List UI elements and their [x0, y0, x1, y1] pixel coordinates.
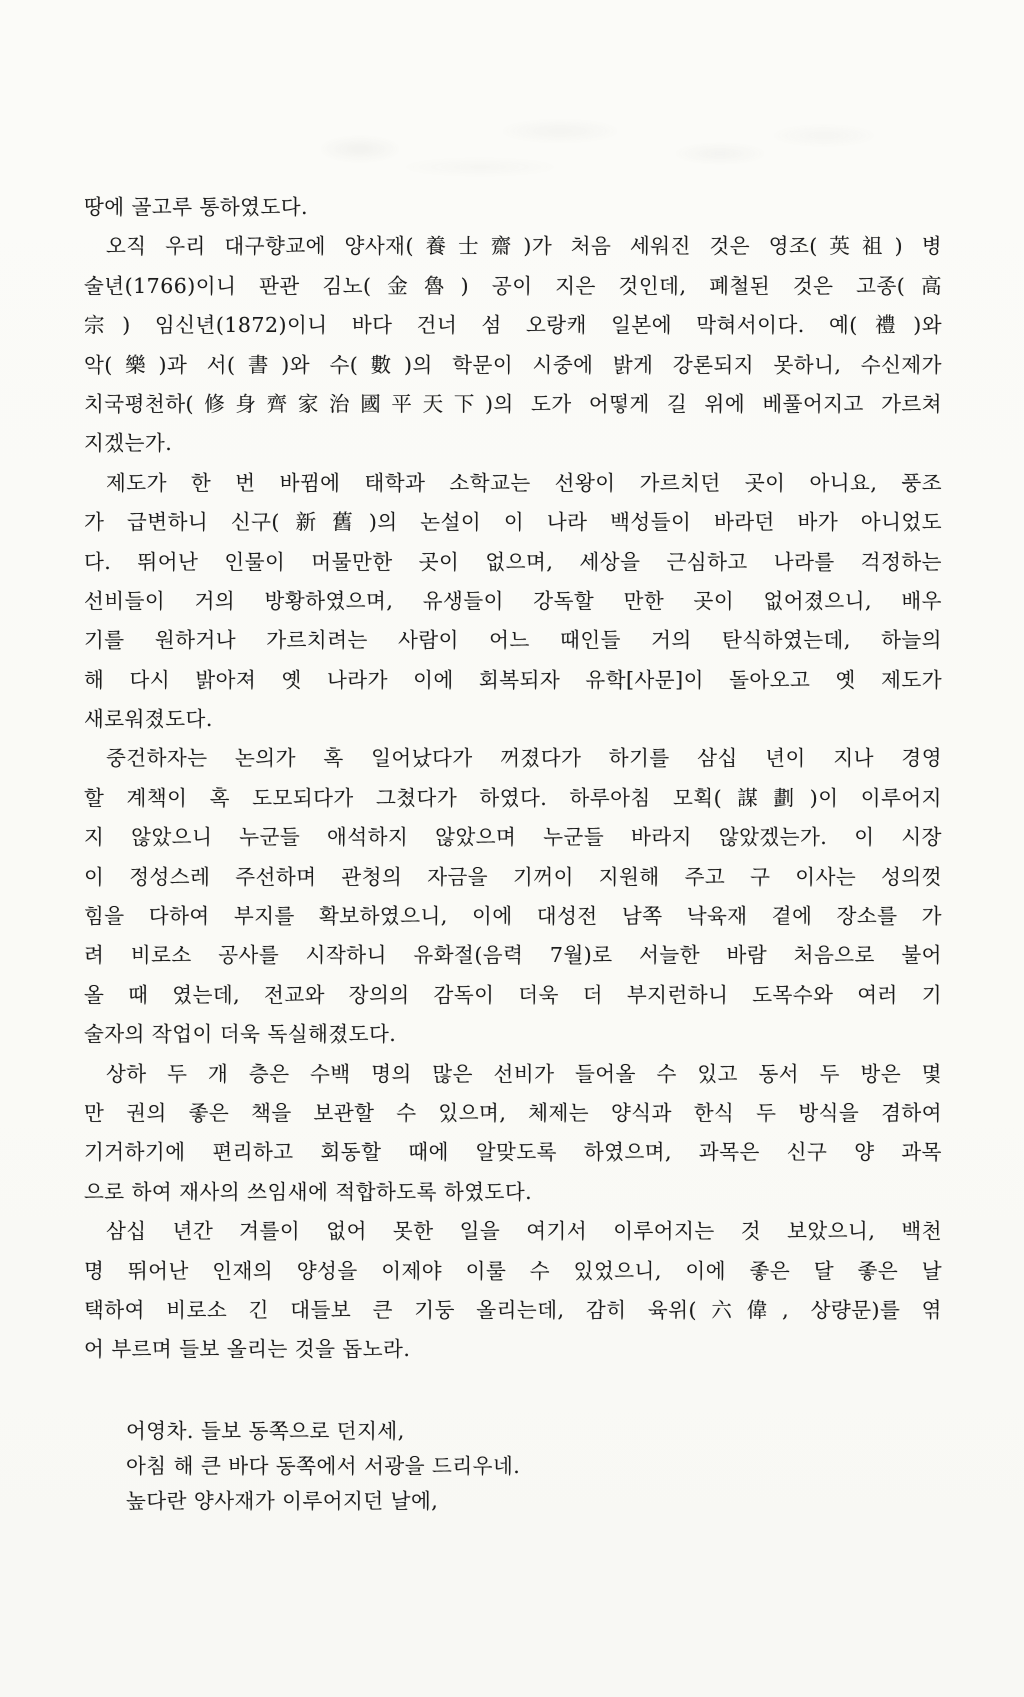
text-line: 새로워졌도다. — [84, 707, 213, 732]
text-line: 제도가 한 번 바뀜에 태학과 소학교는 선왕이 가르치던 곳이 아니요, 풍조 — [106, 470, 942, 495]
text-line: 악(樂)과 서(書)와 수(數)의 학문이 시중에 밝게 강론되지 못하니, 수신제가 — [84, 352, 942, 377]
body-text — [84, 188, 942, 1370]
text-line: 중건하자는 논의가 혹 일어났다가 꺼졌다가 하기를 삼십 년이 지나 경영 — [106, 746, 942, 771]
text-line: 올 때 였는데, 전교와 장의의 감독이 더욱 더 부지런하니 도목수와 여러 기 — [84, 982, 942, 1007]
text-line: 어 부르며 들보 올리는 것을 돕노라. — [84, 1337, 411, 1362]
verse-line: 아침 해 큰 바다 동쪽에서 서광을 드리우네. — [126, 1454, 521, 1478]
text-line: 지겠는가. — [84, 431, 173, 456]
verse-line: 높다란 양사재가 이루어지던 날에, — [126, 1489, 439, 1513]
text-line: 기거하기에 편리하고 회동할 때에 알맞도록 하였으며, 과목은 신구 양 과목 — [84, 1140, 942, 1165]
text-line: 택하여 비로소 긴 대들보 큰 기둥 올리는데, 감히 육위(六偉, 상량문)를 엮 — [84, 1297, 942, 1322]
text-line: 술자의 작업이 더욱 독실해졌도다. — [84, 1022, 397, 1047]
text-line: 선비들이 거의 방황하였으며, 유생들이 강독할 만한 곳이 없어졌으니, 배우 — [84, 588, 942, 613]
text-line: 오직 우리 대구향교에 양사재(養士齋)가 처음 세워진 것은 영조(英祖) 병 — [106, 234, 942, 259]
text-line: 명 뛰어난 인재의 양성을 이제야 이룰 수 있었으니, 이에 좋은 달 좋은 날 — [84, 1258, 942, 1283]
text-line: 지 않았으니 누군들 애석하지 않았으며 누군들 바라지 않았겠는가. 이 시장 — [84, 825, 942, 850]
text-line: 삼십 년간 겨를이 없어 못한 일을 여기서 이루어지는 것 보았으니, 백천 — [106, 1219, 942, 1244]
text-line: 술년(1766)이니 판관 김노(金魯) 공이 지은 것인데, 폐철된 것은 고종(高 — [84, 273, 942, 298]
text-line: 할 계책이 혹 도모되다가 그쳤다가 하였다. 하루아침 모획(謀劃)이 이루어지 — [84, 785, 942, 810]
verse-line: 어영차. 들보 동쪽으로 던지세, — [126, 1419, 405, 1443]
text-line: 기를 원하거나 가르치려는 사람이 어느 때인들 거의 탄식하였는데, 하늘의 — [84, 628, 942, 653]
text-line: 려 비로소 공사를 시작하니 유화절(음력 7월)로 서늘한 바람 처음으로 불어 — [84, 943, 942, 968]
text-line: 상하 두 개 층은 수백 명의 많은 선비가 들어올 수 있고 동서 두 방은 몇 — [106, 1061, 942, 1086]
scan-artifact-smudge — [120, 95, 920, 185]
text-line: 으로 하여 재사의 쓰임새에 적합하도록 하였도다. — [84, 1179, 533, 1204]
text-line: 치국평천하(修身齊家治國平天下)의 도가 어떻게 길 위에 베풀어지고 가르쳐 — [84, 391, 942, 416]
text-line: 가 급변하니 신구(新舊)의 논설이 이 나라 백성들이 바라던 바가 아니었도 — [84, 510, 942, 535]
verse-block — [126, 1414, 826, 1519]
text-line: 힘을 다하여 부지를 확보하였으니, 이에 대성전 남쪽 낙육재 곁에 장소를 가 — [84, 904, 942, 929]
text-line: 해 다시 밝아져 옛 나라가 이에 회복되자 유학[사문]이 돌아오고 옛 제도가 — [84, 667, 942, 692]
text-line: 이 정성스레 주선하며 관청의 자금을 기꺼이 지원해 주고 구 이사는 성의껏 — [84, 864, 942, 889]
text-line: 땅에 골고루 통하였도다. — [84, 195, 309, 219]
text-line: 다. 뛰어난 인물이 머물만한 곳이 없으며, 세상을 근심하고 나라를 걱정하는 — [84, 549, 942, 574]
text-line: 宗) 임신년(1872)이니 바다 건너 섬 오랑캐 일본에 막혀서이다. 예(禮)와 — [84, 313, 942, 338]
text-line: 만 권의 좋은 책을 보관할 수 있으며, 체제는 양식과 한식 두 방식을 겸하여 — [84, 1100, 942, 1125]
